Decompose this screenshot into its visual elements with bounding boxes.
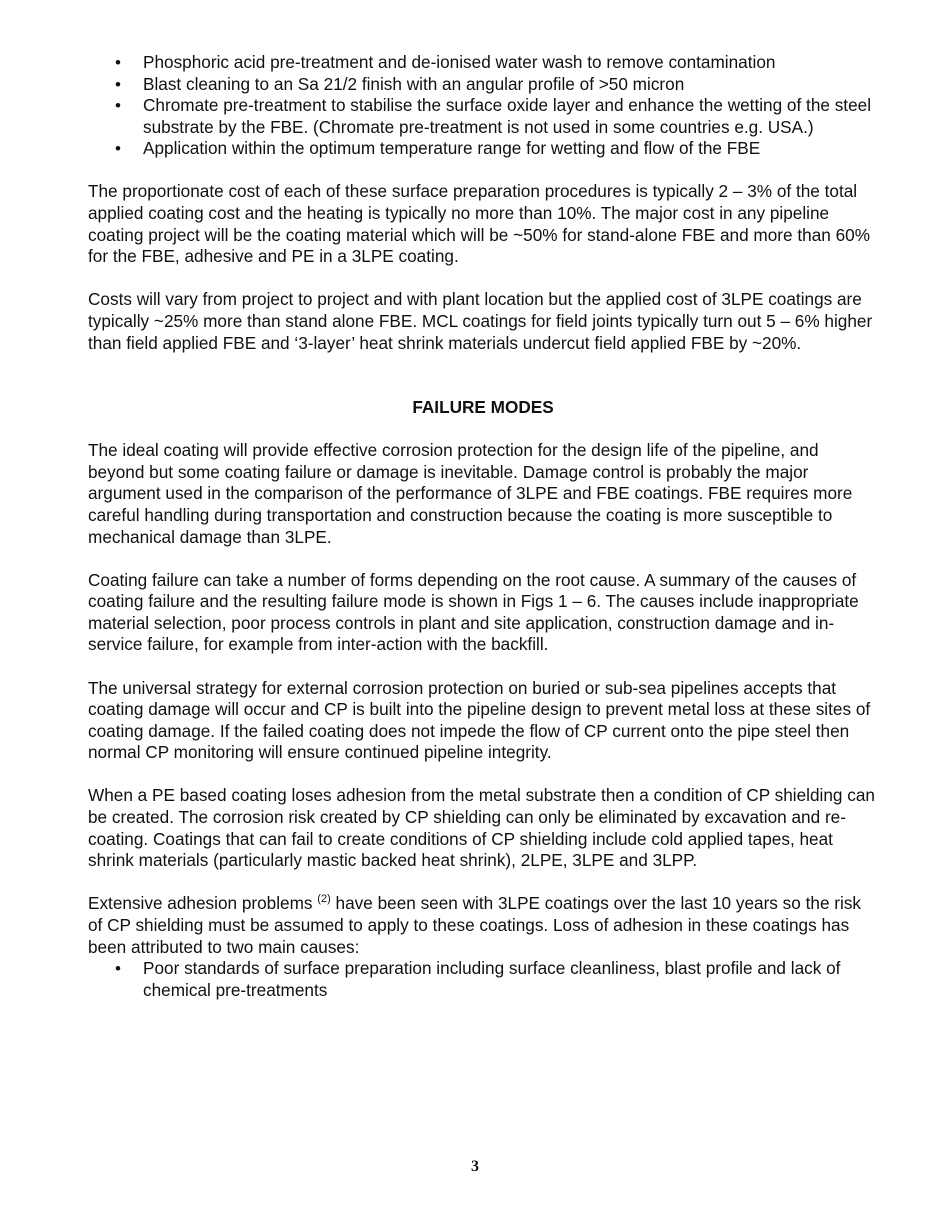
- failure-forms-paragraph: Coating failure can take a number of forms depending on the root cause. A summary of the causes of coating failure and the resulting failure mode is shown in Figs 1 – 6. The causes include inappropriate material selection, poor process controls in plant and site application, construction damage and in-service failure, for example from inter-action with the backfill.: [88, 569, 859, 655]
- list-item: • Chromate pre-treatment to stabilise the surface oxide layer and enhance the wetting of the steel substrate by the FBE. (Chromate pre-treatment is not used in some countries e.g. USA.): [88, 95, 878, 138]
- ideal-coating-paragraph: The ideal coating will provide effective corrosion protection for the design life of the pipeline, and beyond but some coating failure or damage is inevitable. Damage control is probably the major argument used in the comparison of the performance of 3LPE and FBE coatings. FBE requires more careful handling during transportation and construction because the coating is more susceptible to mechanical damage than 3LPE.: [88, 440, 853, 547]
- adhesion-paragraph: [88, 893, 878, 958]
- causes-list: [88, 958, 878, 1001]
- surface-preparation-list: [88, 52, 878, 160]
- adhesion-text-start: Extensive adhesion problems: [88, 893, 318, 914]
- cp-strategy-paragraph: The universal strategy for external corrosion protection on buried or sub-sea pipelines accepts that coating damage will occur and CP is built into the pipeline design to prevent metal loss at these sites of coating damage. If the failed coating does not impede the flow of CP current onto the pipe steel then normal CP monitoring will ensure continued pipeline integrity.: [88, 677, 871, 763]
- page-number: 3: [471, 1158, 479, 1175]
- cost-paragraph: The proportionate cost of each of these surface preparation procedures is typically 2 – 3% of the total applied coating cost and the heating is typically no more than 10%. The major cost in any pipeline coating project will be the coating material which will be ~50% for stand-alone FBE and more than 60% for the FBE, adhesive and PE in a 3LPE coating.: [88, 181, 870, 267]
- comparative-cost-paragraph: Costs will vary from project to project and with plant location but the applied cost of 3LPE coatings are typically ~25% more than stand alone FBE. MCL coatings for field joints typically turn out 5 – 6% higher than field applied FBE and ‘3-layer’ heat shrink materials undercut field applied FBE by ~20%.: [88, 289, 873, 353]
- list-item: • Phosphoric acid pre-treatment and de-ionised water wash to remove contamination: [88, 52, 878, 74]
- adhesion-text-end: have been seen with 3LPE coatings over the last 10 years so the risk of CP shielding must be assumed to apply to these coatings. Loss of adhesion in these coatings has been attributed to two main causes:: [88, 893, 862, 957]
- reference-superscript: (2): [317, 892, 331, 905]
- cp-shielding-paragraph: When a PE based coating loses adhesion from the metal substrate then a condition of CP shielding can be created. The corrosion risk created by CP shielding can only be eliminated by excavation and re-coating. Coatings that can fail to create conditions of CP shielding include cold applied tapes, heat shrink materials (particularly mastic backed heat shrink), 2LPE, 3LPE and 3LPP.: [88, 785, 875, 871]
- page-content: [88, 52, 878, 1001]
- list-item: • Application within the optimum temperature range for wetting and flow of the FBE: [88, 138, 878, 160]
- list-item: • Poor standards of surface preparation including surface cleanliness, blast profile and lack of chemical pre-treatments: [88, 958, 878, 1001]
- section-heading: FAILURE MODES: [412, 397, 554, 418]
- list-item: • Blast cleaning to an Sa 21/2 finish with an angular profile of >50 micron: [88, 74, 878, 96]
